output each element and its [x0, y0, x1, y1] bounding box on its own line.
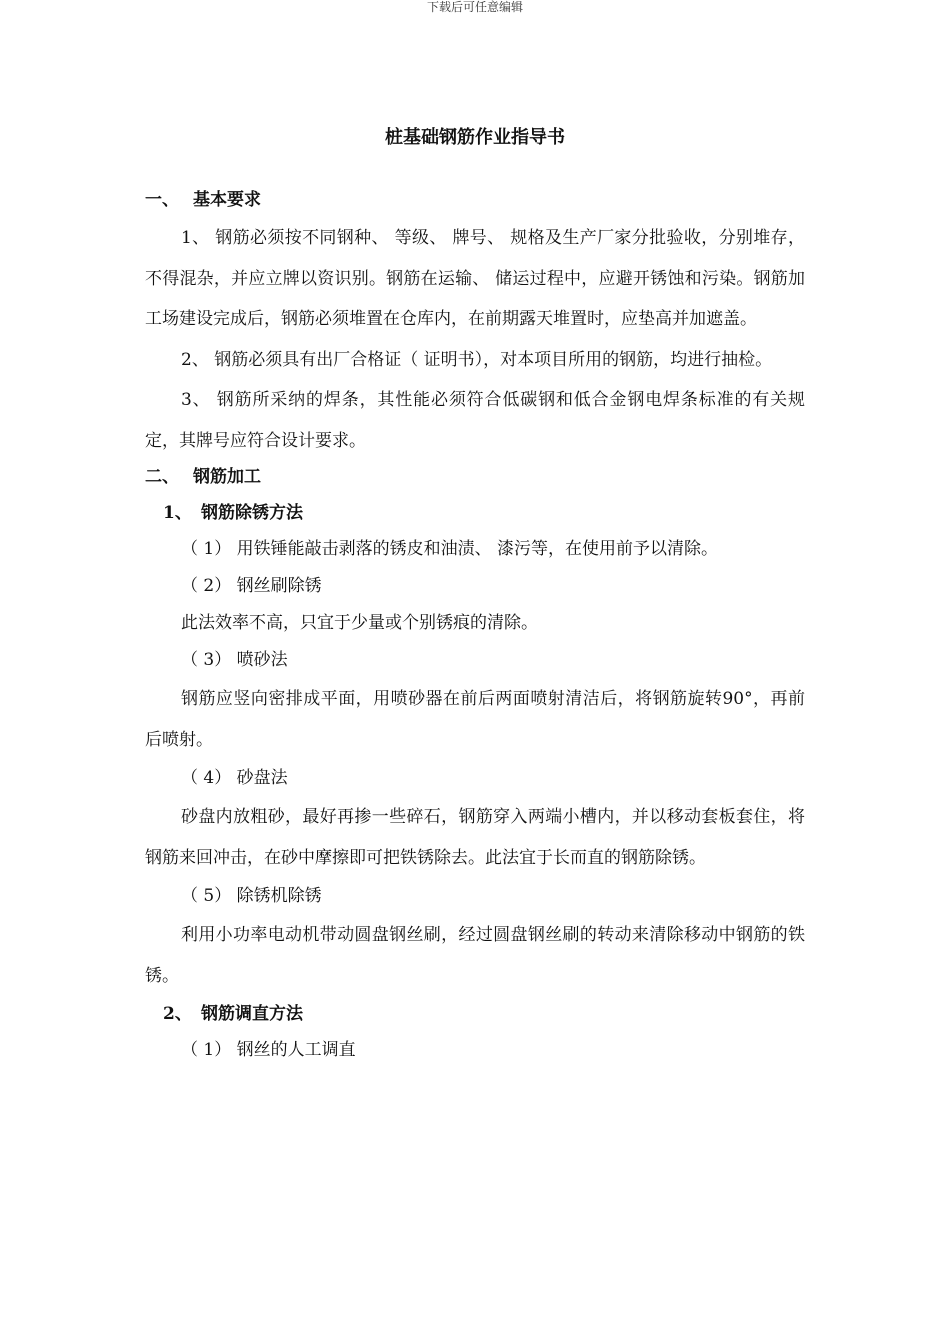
- method-item-1: （ 1） 用铁锤能敲击剥落的锈皮和油渍、 漆污等，在使用前予以清除。: [181, 539, 719, 559]
- section-number: 二、: [145, 467, 179, 487]
- method-description-5: 利用小功率电动机带动圆盘钢丝刷，经过圆盘钢丝刷的转动来清除移动中钢筋的铁锈。: [145, 925, 805, 986]
- subsection-title: 钢筋调直方法: [201, 1004, 303, 1024]
- subsection-title: 钢筋除锈方法: [201, 503, 303, 523]
- document-body: [145, 182, 805, 1069]
- section-number: 一、: [145, 190, 179, 210]
- subsection-heading-rust-removal: [145, 495, 805, 531]
- requirement-paragraph-2: 2、 钢筋必须具有出厂合格证（ 证明书），对本项目所用的钢筋，均进行抽检。: [181, 349, 773, 370]
- method-description-2: 此法效率不高，只宜于少量或个别锈痕的清除。: [181, 613, 538, 633]
- method-item-4: （ 4） 砂盘法: [181, 768, 288, 788]
- page-title: 桩基础钢筋作业指导书: [385, 127, 565, 148]
- requirement-paragraph-3: 3、 钢筋所采纳的焊条，其性能必须符合低碳钢和低合金钢电焊条标准的有关规定，其牌号应符合设计要求。: [145, 390, 805, 451]
- subsection-number: 1、: [163, 503, 192, 523]
- subsection-heading-straightening: [145, 996, 805, 1032]
- method-item-2: （ 2） 钢丝刷除锈: [181, 576, 322, 596]
- method-item-5: （ 5） 除锈机除锈: [181, 886, 322, 906]
- method-item-3: （ 3） 喷砂法: [181, 650, 288, 670]
- section-heading-rebar-processing: [145, 459, 805, 495]
- subsection-number: 2、: [163, 1004, 192, 1024]
- method-description-3: 钢筋应竖向密排成平面，用喷砂器在前后两面喷射清洁后，将钢筋旋转90°，再前后喷射。: [145, 689, 805, 750]
- method-description-4: 砂盘内放粗砂，最好再掺一些碎石，钢筋穿入两端小槽内，并以移动套板套住，将钢筋来回冲击，在砂中摩擦即可把铁锈除去。此法宜于长而直的钢筋除锈。: [145, 807, 805, 868]
- section-title: 钢筋加工: [193, 467, 261, 487]
- header-note: 下载后可任意编辑: [426, 0, 523, 14]
- requirement-paragraph-1: 1、 钢筋必须按不同钢种、 等级、 牌号、 规格及生产厂家分批验收，分别堆存，不得混杂，并应立牌以资识别。钢筋在运输、 储运过程中，应避开锈蚀和污染。钢筋加工场建设完成后，钢筋必须堆置在仓库内，在前期露天堆置时，应垫高并加遮盖。: [145, 228, 805, 329]
- section-heading-basic-requirements: [145, 182, 805, 218]
- section-title: 基本要求: [193, 190, 261, 210]
- straightening-item-1: （ 1） 钢丝的人工调直: [181, 1040, 356, 1060]
